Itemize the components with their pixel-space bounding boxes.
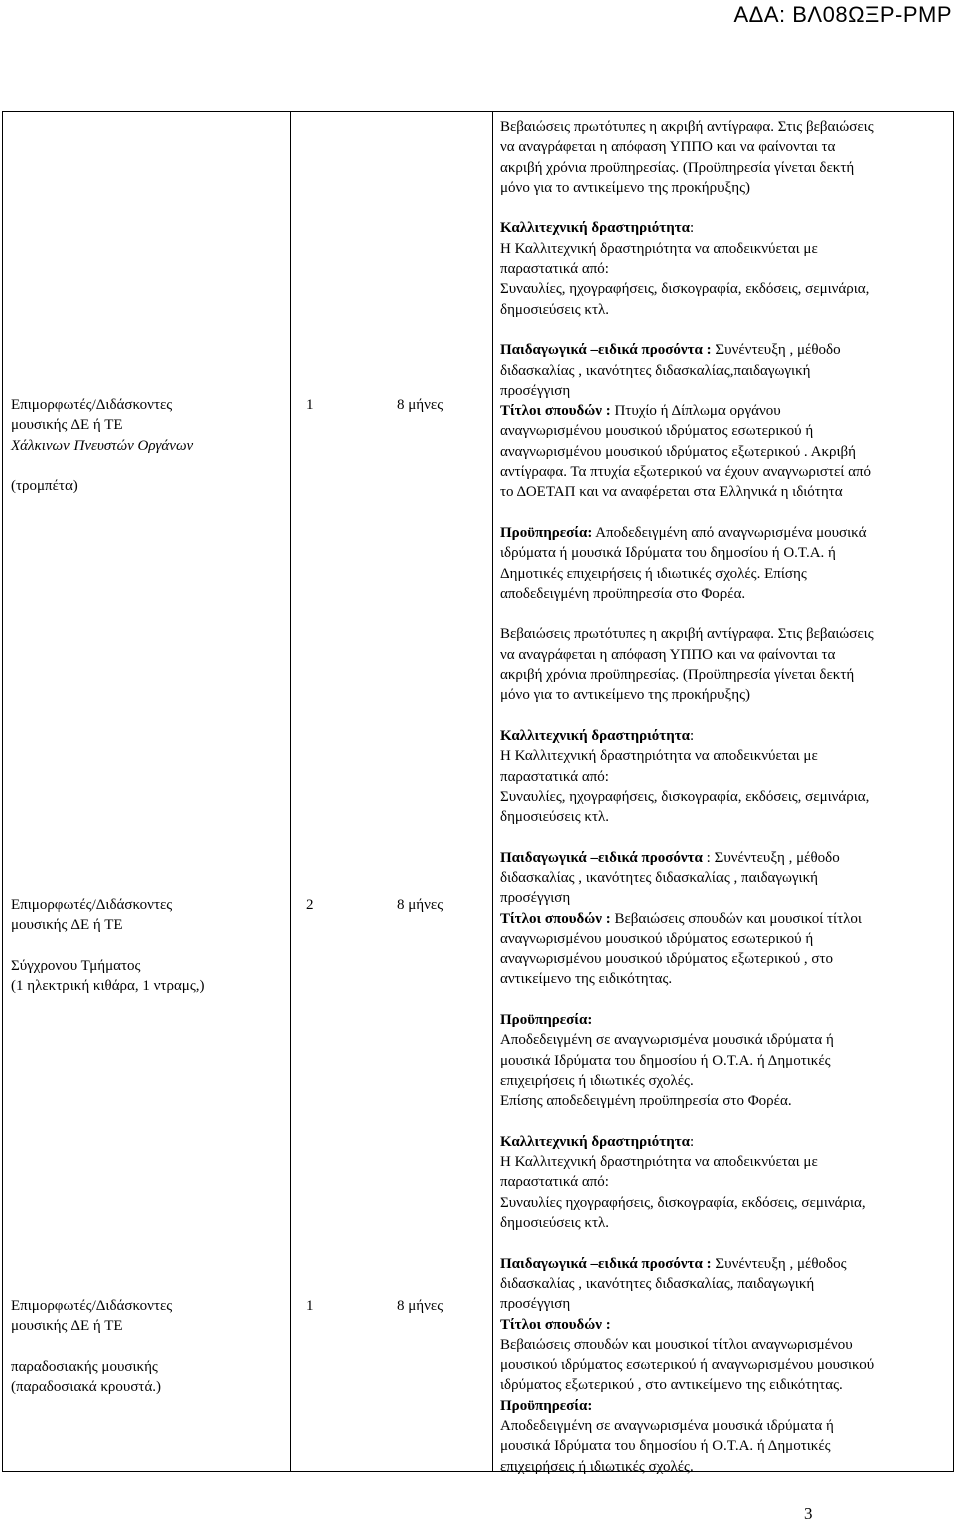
requirement-line <box>500 1172 950 1192</box>
requirement-label: Τίτλοι σπουδών : <box>500 403 611 420</box>
requirement-line <box>500 787 950 807</box>
requirement-line <box>500 442 950 462</box>
position-line <box>11 936 205 956</box>
requirement-line <box>500 178 950 198</box>
requirement-text: Δημοτικές επιχειρήσεις ή ιδιωτικές σχολές. Επίσης <box>500 565 807 582</box>
requirement-text: ακριβή χρόνια προϋπηρεσίας. (Προϋπηρεσία γίνεται δεκτή <box>500 667 855 684</box>
requirement-label: Καλλιτεχνική δραστηριότητα <box>500 727 691 744</box>
position-line: (τρομπέτα) <box>11 478 78 495</box>
requirement-line <box>500 1457 950 1477</box>
requirement-text: Συναυλίες, ηχογραφήσεις, δισκογραφία, εκδόσεις, σεμινάρια, <box>500 788 870 805</box>
requirement-text: Συναυλίες ηχογραφήσεις, δισκογραφία, εκδόσεις, σεμινάρια, <box>500 1194 866 1211</box>
requirement-text: δημοσιεύσεις κτλ. <box>500 809 610 826</box>
requirement-line <box>500 401 950 421</box>
requirement-line <box>500 503 950 523</box>
column-divider <box>290 112 291 1471</box>
page-number: 3 <box>804 1504 813 1523</box>
requirement-text: το ΔΟΕΤΑΠ και να αναφέρεται στα Ελληνικά η ιδιότητα <box>500 484 843 501</box>
requirement-text: : <box>690 220 695 237</box>
requirement-line <box>500 990 950 1010</box>
requirement-text: μουσικού ιδρύματος εσωτερικού ή αναγνωρισμένου μουσικού <box>500 1357 875 1374</box>
requirement-label: Καλλιτεχνική δραστηριότητα <box>500 220 691 237</box>
position-line: Σύγχρονου Τμήματος <box>11 957 141 974</box>
position-line: μουσικής ΔΕ ή ΤΕ <box>11 1318 123 1335</box>
requirement-text: αποδεδειγμένη προϋπηρεσία στο Φορέα. <box>500 585 746 602</box>
requirement-text: αναγνωρισμένου μουσικού ιδρύματος εσωτερικού ή <box>500 930 814 947</box>
requirement-text: ιδρύματος εξωτερικού , στο αντικείμενο της ειδικότητας. <box>500 1377 843 1394</box>
requirement-line <box>500 1375 950 1395</box>
requirement-line <box>500 523 950 543</box>
requirement-text: προσέγγιση <box>500 1296 571 1313</box>
requirement-line <box>500 320 950 340</box>
requirement-line <box>500 949 950 969</box>
requirement-line <box>500 1233 950 1253</box>
requirement-text: Η Καλλιτεχνική δραστηριότητα να αποδεικνύεται με <box>500 1154 818 1171</box>
position-line: Επιμορφωτές/Διδάσκοντες <box>11 397 173 413</box>
requirement-line <box>500 117 950 137</box>
requirement-line <box>500 1355 950 1375</box>
requirement-text: παραστατικά από: <box>500 768 609 785</box>
requirement-label: Παιδαγωγικά –ειδικά προσόντα : <box>500 1255 712 1272</box>
requirement-line <box>500 1335 950 1355</box>
requirement-text: διδασκαλίας , ικανότητες διδασκαλίας, παιδαγωγική <box>500 1275 815 1292</box>
requirement-line <box>500 1051 950 1071</box>
requirement-text: δημοσιεύσεις κτλ. <box>500 1215 610 1232</box>
requirement-text: Βεβαιώσεις πρωτότυπες η ακριβή αντίγραφα. Στις βεβαιώσεις <box>500 626 874 643</box>
requirement-text: Συναυλίες, ηχογραφήσεις, δισκογραφία, εκδόσεις, σεμινάρια, <box>500 281 870 298</box>
requirement-line <box>500 868 950 888</box>
requirement-line <box>500 158 950 178</box>
requirement-text: να αναγράφεται η απόφαση ΥΠΠΟ και να φαίνονται τα <box>500 139 836 156</box>
requirement-text: επιχειρήσεις ή ιδιωτικές σχολές. <box>500 1072 694 1089</box>
duration-cell: 8 μήνες <box>397 897 444 913</box>
requirement-text: Βεβαιώσεις πρωτότυπες η ακριβή αντίγραφα. Στις βεβαιώσεις <box>500 119 874 135</box>
position-line <box>11 456 193 476</box>
positions-table <box>2 111 954 1475</box>
position-line: Επιμορφωτές/Διδάσκοντες <box>11 897 173 913</box>
requirement-text: αντίγραφα. Τα πτυχία εξωτερικού να έχουν αναγνωριστεί από <box>500 464 872 481</box>
requirement-text: ιδρύματα ή μουσικά Ιδρύματα του δημοσίου ή Ο.Τ.Α. ή <box>500 545 836 562</box>
duration-cell: 8 μήνες <box>397 397 444 413</box>
requirement-line <box>500 462 950 482</box>
requirement-line <box>500 685 950 705</box>
requirement-text: αντικείμενο της ειδικότητας. <box>500 971 673 988</box>
requirement-line <box>500 1132 950 1152</box>
requirement-label: Προϋπηρεσία: <box>500 1397 593 1414</box>
requirement-text: Επίσης αποδεδειγμένη προϋπηρεσία στο Φορέα. <box>500 1093 792 1110</box>
requirement-line <box>500 888 950 908</box>
requirement-text: ακριβή χρόνια προϋπηρεσίας. (Προϋπηρεσία γίνεται δεκτή <box>500 159 855 176</box>
requirement-line <box>500 137 950 157</box>
requirement-label: Προϋπηρεσία: <box>500 1012 593 1029</box>
requirement-text: προσέγγιση <box>500 890 571 907</box>
requirement-line <box>500 279 950 299</box>
requirement-text: Βεβαιώσεις σπουδών και μουσικοί τίτλοι αναγνωρισμένου <box>500 1336 853 1353</box>
requirement-text: παραστατικά από: <box>500 261 609 278</box>
requirement-line <box>500 848 950 868</box>
requirement-line <box>500 909 950 929</box>
requirement-line <box>500 564 950 584</box>
position-cell <box>11 1296 172 1397</box>
requirement-line <box>500 1071 950 1091</box>
requirement-label: Τίτλοι σπουδών : <box>500 1316 611 1333</box>
position-line: (1 ηλεκτρική κιθάρα, 1 ντραμς,) <box>11 978 205 995</box>
requirement-line <box>500 706 950 726</box>
position-line: παραδοσιακής μουσικής <box>11 1358 158 1375</box>
requirement-text: αναγνωρισμένου μουσικού ιδρύματος εσωτερικού ή <box>500 423 814 440</box>
requirement-line <box>500 218 950 238</box>
requirement-text: διδασκαλίας , ικανότητες διδασκαλίας , παιδαγωγική <box>500 869 818 886</box>
requirement-line <box>500 1274 950 1294</box>
requirement-text: επιχειρήσεις ή ιδιωτικές σχολές. <box>500 1458 694 1475</box>
requirement-text: Η Καλλιτεχνική δραστηριότητα να αποδεικνύεται με <box>500 748 818 765</box>
requirement-line <box>500 1112 950 1132</box>
requirement-line <box>500 604 950 624</box>
requirement-line <box>500 259 950 279</box>
requirement-label: Παιδαγωγικά –ειδικά προσόντα <box>500 849 703 866</box>
position-line: μουσικής ΔΕ ή ΤΕ <box>11 417 123 434</box>
requirement-line <box>500 1213 950 1233</box>
requirement-line <box>500 645 950 665</box>
count-cell: 1 <box>306 397 314 413</box>
requirement-text: μουσικά Ιδρύματα του δημοσίου ή Ο.Τ.Α. ή Δημοτικές <box>500 1052 831 1069</box>
position-line: Χάλκινων Πνευστών Οργάνων <box>11 437 194 454</box>
requirement-text: Συνέντευξη , μέθοδος <box>711 1255 847 1272</box>
requirement-line <box>500 767 950 787</box>
requirement-line <box>500 807 950 827</box>
requirement-text: αναγνωρισμένου μουσικού ιδρύματος εξωτερικού , στο <box>500 951 834 968</box>
requirement-text: αναγνωρισμένου μουσικού ιδρύματος εξωτερικού . Ακριβή <box>500 443 856 460</box>
position-cell <box>11 395 193 496</box>
requirement-line <box>500 300 950 320</box>
requirement-label: Τίτλοι σπουδών : <box>500 910 611 927</box>
column-divider <box>492 112 493 1471</box>
requirement-line <box>500 726 950 746</box>
requirement-text: : <box>690 727 695 744</box>
requirement-text: Βεβαιώσεις σπουδών και μουσικοί τίτλοι <box>610 910 862 927</box>
requirement-line <box>500 624 950 644</box>
requirement-line <box>500 929 950 949</box>
requirement-label: Παιδαγωγικά –ειδικά προσόντα : <box>500 342 712 359</box>
requirements-cell <box>500 117 950 1477</box>
requirement-text: μουσικά Ιδρύματα του δημοσίου ή Ο.Τ.Α. ή Δημοτικές <box>500 1438 831 1455</box>
requirement-line <box>500 1010 950 1030</box>
requirement-text: Αποδεδειγμένη από αναγνωρισμένα μουσικά <box>592 524 867 541</box>
requirement-line <box>500 1315 950 1335</box>
position-line: Επιμορφωτές/Διδάσκοντες <box>11 1298 173 1314</box>
requirement-line <box>500 1436 950 1456</box>
requirement-text: Αποδεδειγμένη σε αναγνωρισμένα μουσικά ιδρύματα ή <box>500 1032 834 1049</box>
position-line <box>11 1337 172 1357</box>
requirement-line <box>500 381 950 401</box>
requirement-text: προσέγγιση <box>500 382 571 399</box>
requirement-line <box>500 1294 950 1314</box>
duration-cell: 8 μήνες <box>397 1298 444 1314</box>
requirement-line <box>500 665 950 685</box>
requirement-text: μόνο για το αντικείμενο της προκήρυξης) <box>500 687 750 704</box>
position-line: (παραδοσιακά κρουστά.) <box>11 1379 162 1396</box>
requirement-line <box>500 1193 950 1213</box>
requirement-line <box>500 1030 950 1050</box>
requirement-line <box>500 340 950 360</box>
position-line: μουσικής ΔΕ ή ΤΕ <box>11 917 123 934</box>
requirement-text: Συνέντευξη , μέθοδο <box>711 342 841 359</box>
requirement-line <box>500 584 950 604</box>
requirement-text: : Συνέντευξη , μέθοδο <box>702 849 840 866</box>
requirement-text: παραστατικά από: <box>500 1174 609 1191</box>
requirement-text: να αναγράφεται η απόφαση ΥΠΠΟ και να φαίνονται τα <box>500 646 836 663</box>
requirement-text: δημοσιεύσεις κτλ. <box>500 301 610 318</box>
requirement-line <box>500 482 950 502</box>
requirement-text: μόνο για το αντικείμενο της προκήρυξης) <box>500 179 750 196</box>
requirement-line <box>500 827 950 847</box>
requirement-line <box>500 1152 950 1172</box>
ada-code: ΑΔΑ: ΒΛ08ΩΞΡ-ΡΜΡ <box>733 2 952 27</box>
requirement-line <box>500 361 950 381</box>
requirement-text: διδασκαλίας , ικανότητες διδασκαλίας,παιδαγωγική <box>500 362 811 379</box>
requirement-line <box>500 239 950 259</box>
requirement-line <box>500 969 950 989</box>
position-cell <box>11 895 205 996</box>
requirement-line <box>500 1396 950 1416</box>
requirement-label: Καλλιτεχνική δραστηριότητα <box>500 1133 691 1150</box>
requirement-line <box>500 421 950 441</box>
requirement-text: Η Καλλιτεχνική δραστηριότητα να αποδεικνύεται με <box>500 240 818 257</box>
requirement-line <box>500 746 950 766</box>
requirement-line <box>500 1416 950 1436</box>
requirement-label: Προϋπηρεσία: <box>500 524 593 541</box>
requirement-text: Πτυχίο ή Δίπλωμα οργάνου <box>610 403 781 420</box>
requirement-line <box>500 1254 950 1274</box>
requirement-text: : <box>690 1133 695 1150</box>
requirement-line <box>500 543 950 563</box>
count-cell: 2 <box>306 897 314 913</box>
count-cell: 1 <box>306 1298 314 1314</box>
requirement-line <box>500 198 950 218</box>
requirement-text: Αποδεδειγμένη σε αναγνωρισμένα μουσικά ιδρύματα ή <box>500 1418 834 1434</box>
requirement-line <box>500 1091 950 1111</box>
